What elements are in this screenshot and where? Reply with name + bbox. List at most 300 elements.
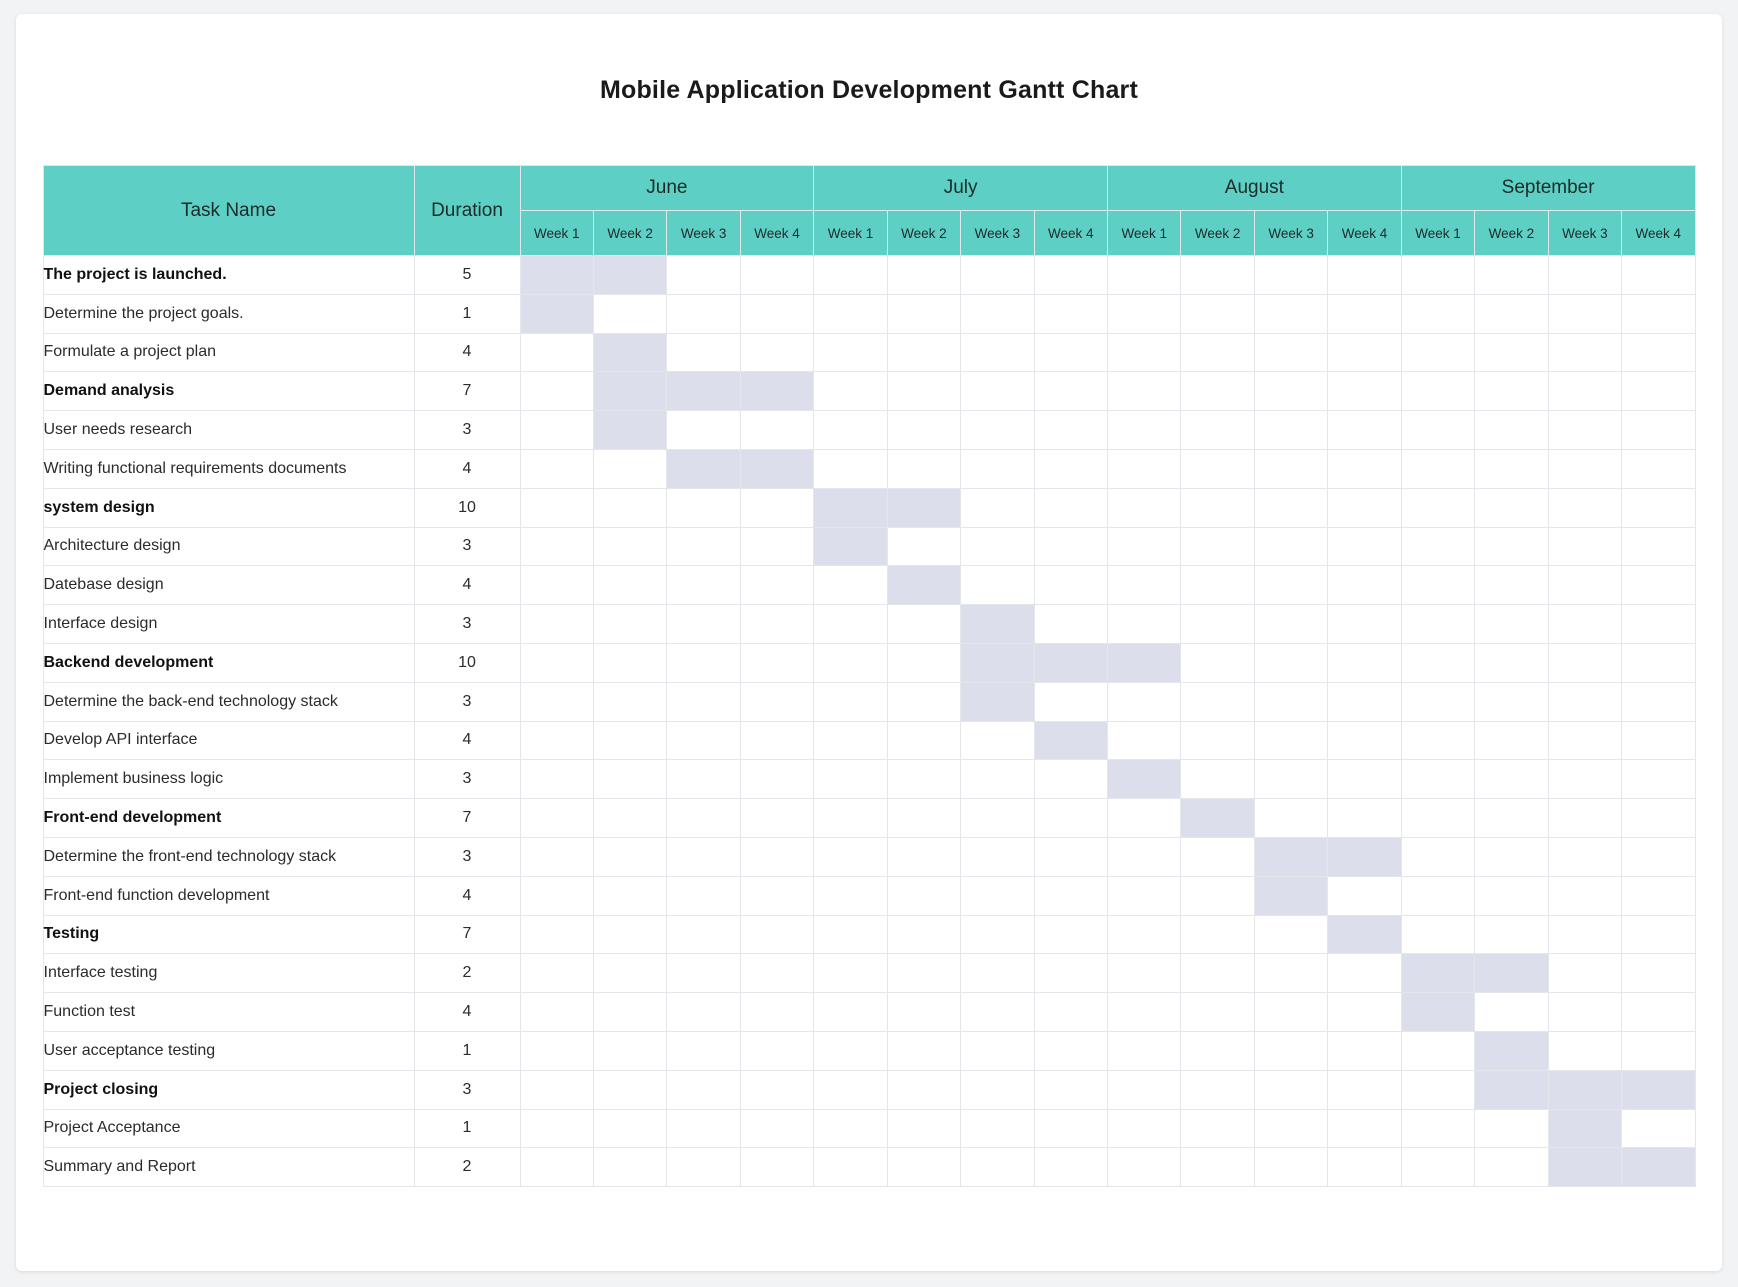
gantt-empty-cell bbox=[1622, 954, 1695, 993]
gantt-empty-cell bbox=[1254, 256, 1327, 295]
gantt-empty-cell bbox=[1108, 488, 1181, 527]
gantt-empty-cell bbox=[1475, 333, 1548, 372]
gantt-empty-cell bbox=[1622, 294, 1695, 333]
column-header-week: Week 1 bbox=[814, 211, 887, 256]
gantt-empty-cell bbox=[1401, 605, 1474, 644]
table-row bbox=[43, 1109, 1695, 1148]
gantt-empty-cell bbox=[1401, 682, 1474, 721]
gantt-empty-cell bbox=[1548, 294, 1621, 333]
gantt-empty-cell bbox=[1034, 372, 1107, 411]
gantt-empty-cell bbox=[814, 993, 887, 1032]
gantt-empty-cell bbox=[667, 527, 740, 566]
gantt-empty-cell bbox=[961, 954, 1034, 993]
task-name-cell: Project closing bbox=[43, 1070, 414, 1109]
gantt-empty-cell bbox=[961, 1070, 1034, 1109]
gantt-bar-cell bbox=[1108, 643, 1181, 682]
duration-cell: 3 bbox=[414, 1070, 520, 1109]
gantt-bar-cell bbox=[1548, 1148, 1621, 1187]
gantt-empty-cell bbox=[740, 256, 813, 295]
gantt-empty-cell bbox=[667, 488, 740, 527]
gantt-empty-cell bbox=[1548, 993, 1621, 1032]
gantt-empty-cell bbox=[1034, 993, 1107, 1032]
gantt-empty-cell bbox=[1108, 799, 1181, 838]
column-header-week: Week 2 bbox=[887, 211, 960, 256]
gantt-empty-cell bbox=[887, 643, 960, 682]
gantt-empty-cell bbox=[1108, 372, 1181, 411]
gantt-empty-cell bbox=[1108, 876, 1181, 915]
gantt-empty-cell bbox=[740, 682, 813, 721]
gantt-empty-cell bbox=[887, 993, 960, 1032]
gantt-empty-cell bbox=[1475, 799, 1548, 838]
gantt-empty-cell bbox=[740, 488, 813, 527]
gantt-empty-cell bbox=[814, 372, 887, 411]
duration-cell: 2 bbox=[414, 1148, 520, 1187]
gantt-empty-cell bbox=[1108, 411, 1181, 450]
gantt-bar-cell bbox=[740, 372, 813, 411]
duration-cell: 2 bbox=[414, 954, 520, 993]
gantt-empty-cell bbox=[1475, 411, 1548, 450]
table-row bbox=[43, 837, 1695, 876]
gantt-bar-cell bbox=[814, 488, 887, 527]
gantt-bar-cell bbox=[520, 294, 593, 333]
gantt-empty-cell bbox=[740, 993, 813, 1032]
gantt-empty-cell bbox=[667, 333, 740, 372]
column-header-week: Week 3 bbox=[1254, 211, 1327, 256]
gantt-empty-cell bbox=[1548, 876, 1621, 915]
gantt-empty-cell bbox=[1475, 876, 1548, 915]
gantt-table-body bbox=[43, 256, 1695, 1187]
gantt-bar-cell bbox=[593, 333, 666, 372]
column-header-month-june: June bbox=[520, 166, 814, 211]
gantt-empty-cell bbox=[961, 1031, 1034, 1070]
gantt-bar-cell bbox=[1475, 1070, 1548, 1109]
gantt-empty-cell bbox=[961, 372, 1034, 411]
gantt-empty-cell bbox=[1034, 294, 1107, 333]
gantt-empty-cell bbox=[740, 605, 813, 644]
gantt-empty-cell bbox=[1401, 411, 1474, 450]
column-header-week: Week 2 bbox=[1475, 211, 1548, 256]
gantt-empty-cell bbox=[1622, 682, 1695, 721]
gantt-empty-cell bbox=[1401, 643, 1474, 682]
gantt-empty-cell bbox=[520, 566, 593, 605]
gantt-empty-cell bbox=[1254, 1148, 1327, 1187]
table-row bbox=[43, 876, 1695, 915]
gantt-empty-cell bbox=[1548, 605, 1621, 644]
gantt-bar-cell bbox=[1254, 837, 1327, 876]
gantt-empty-cell bbox=[814, 1148, 887, 1187]
gantt-empty-cell bbox=[1181, 411, 1254, 450]
table-row bbox=[43, 915, 1695, 954]
task-name-cell: Datebase design bbox=[43, 566, 414, 605]
gantt-empty-cell bbox=[1401, 256, 1474, 295]
gantt-empty-cell bbox=[887, 1148, 960, 1187]
gantt-empty-cell bbox=[1328, 760, 1401, 799]
gantt-empty-cell bbox=[1401, 527, 1474, 566]
gantt-empty-cell bbox=[1475, 643, 1548, 682]
column-header-duration: Duration bbox=[414, 166, 520, 256]
gantt-empty-cell bbox=[1328, 721, 1401, 760]
gantt-empty-cell bbox=[1254, 411, 1327, 450]
gantt-empty-cell bbox=[1475, 256, 1548, 295]
gantt-empty-cell bbox=[814, 915, 887, 954]
gantt-empty-cell bbox=[1108, 333, 1181, 372]
gantt-empty-cell bbox=[1254, 954, 1327, 993]
gantt-empty-cell bbox=[593, 760, 666, 799]
gantt-empty-cell bbox=[887, 799, 960, 838]
gantt-empty-cell bbox=[520, 643, 593, 682]
gantt-empty-cell bbox=[593, 488, 666, 527]
gantt-empty-cell bbox=[1034, 411, 1107, 450]
duration-cell: 7 bbox=[414, 372, 520, 411]
table-row bbox=[43, 333, 1695, 372]
duration-cell: 1 bbox=[414, 1109, 520, 1148]
gantt-bar-cell bbox=[667, 372, 740, 411]
gantt-empty-cell bbox=[593, 993, 666, 1032]
gantt-empty-cell bbox=[593, 1031, 666, 1070]
gantt-empty-cell bbox=[814, 566, 887, 605]
gantt-empty-cell bbox=[1622, 760, 1695, 799]
gantt-empty-cell bbox=[667, 294, 740, 333]
gantt-empty-cell bbox=[1181, 605, 1254, 644]
gantt-empty-cell bbox=[961, 876, 1034, 915]
gantt-empty-cell bbox=[1548, 449, 1621, 488]
gantt-empty-cell bbox=[520, 411, 593, 450]
gantt-empty-cell bbox=[887, 915, 960, 954]
table-row bbox=[43, 721, 1695, 760]
gantt-empty-cell bbox=[1548, 488, 1621, 527]
duration-cell: 4 bbox=[414, 333, 520, 372]
gantt-empty-cell bbox=[1401, 372, 1474, 411]
gantt-empty-cell bbox=[520, 333, 593, 372]
column-header-week: Week 3 bbox=[1548, 211, 1621, 256]
task-name-cell: Determine the project goals. bbox=[43, 294, 414, 333]
gantt-empty-cell bbox=[887, 760, 960, 799]
gantt-bar-cell bbox=[1475, 1031, 1548, 1070]
gantt-empty-cell bbox=[740, 915, 813, 954]
gantt-bar-cell bbox=[667, 449, 740, 488]
gantt-empty-cell bbox=[1622, 643, 1695, 682]
gantt-empty-cell bbox=[1254, 682, 1327, 721]
gantt-empty-cell bbox=[667, 605, 740, 644]
gantt-empty-cell bbox=[1622, 256, 1695, 295]
gantt-bar-cell bbox=[1401, 993, 1474, 1032]
duration-cell: 3 bbox=[414, 411, 520, 450]
gantt-empty-cell bbox=[1181, 721, 1254, 760]
gantt-empty-cell bbox=[1181, 682, 1254, 721]
gantt-empty-cell bbox=[814, 643, 887, 682]
gantt-empty-cell bbox=[740, 837, 813, 876]
gantt-empty-cell bbox=[1108, 1148, 1181, 1187]
gantt-empty-cell bbox=[1034, 566, 1107, 605]
gantt-empty-cell bbox=[520, 605, 593, 644]
gantt-empty-cell bbox=[1401, 488, 1474, 527]
gantt-empty-cell bbox=[667, 876, 740, 915]
gantt-empty-cell bbox=[887, 1031, 960, 1070]
gantt-empty-cell bbox=[1108, 954, 1181, 993]
table-row bbox=[43, 605, 1695, 644]
gantt-empty-cell bbox=[1034, 876, 1107, 915]
gantt-empty-cell bbox=[1254, 449, 1327, 488]
gantt-empty-cell bbox=[1548, 837, 1621, 876]
gantt-empty-cell bbox=[1108, 294, 1181, 333]
gantt-empty-cell bbox=[593, 527, 666, 566]
gantt-empty-cell bbox=[1328, 566, 1401, 605]
gantt-empty-cell bbox=[1401, 1109, 1474, 1148]
gantt-empty-cell bbox=[667, 643, 740, 682]
gantt-empty-cell bbox=[1254, 1109, 1327, 1148]
gantt-empty-cell bbox=[1108, 1070, 1181, 1109]
gantt-empty-cell bbox=[520, 721, 593, 760]
gantt-empty-cell bbox=[1475, 372, 1548, 411]
column-header-week: Week 4 bbox=[740, 211, 813, 256]
gantt-empty-cell bbox=[1034, 605, 1107, 644]
gantt-empty-cell bbox=[1108, 915, 1181, 954]
gantt-table bbox=[43, 165, 1696, 1187]
table-row bbox=[43, 449, 1695, 488]
task-name-cell: Interface testing bbox=[43, 954, 414, 993]
gantt-empty-cell bbox=[740, 1109, 813, 1148]
gantt-empty-cell bbox=[1034, 1148, 1107, 1187]
gantt-empty-cell bbox=[1622, 1031, 1695, 1070]
gantt-empty-cell bbox=[520, 915, 593, 954]
gantt-empty-cell bbox=[593, 799, 666, 838]
gantt-empty-cell bbox=[593, 915, 666, 954]
gantt-empty-cell bbox=[1034, 1070, 1107, 1109]
gantt-empty-cell bbox=[887, 1109, 960, 1148]
table-row bbox=[43, 411, 1695, 450]
gantt-empty-cell bbox=[961, 1148, 1034, 1187]
gantt-empty-cell bbox=[667, 915, 740, 954]
gantt-empty-cell bbox=[1548, 954, 1621, 993]
gantt-bar-cell bbox=[1622, 1070, 1695, 1109]
gantt-empty-cell bbox=[1254, 760, 1327, 799]
gantt-empty-cell bbox=[1401, 1031, 1474, 1070]
gantt-empty-cell bbox=[1475, 488, 1548, 527]
gantt-empty-cell bbox=[1254, 566, 1327, 605]
gantt-empty-cell bbox=[814, 605, 887, 644]
gantt-empty-cell bbox=[740, 333, 813, 372]
task-name-cell: Backend development bbox=[43, 643, 414, 682]
task-name-cell: Demand analysis bbox=[43, 372, 414, 411]
gantt-empty-cell bbox=[961, 333, 1034, 372]
gantt-empty-cell bbox=[814, 411, 887, 450]
gantt-empty-cell bbox=[1254, 1070, 1327, 1109]
gantt-empty-cell bbox=[593, 876, 666, 915]
gantt-empty-cell bbox=[1475, 1109, 1548, 1148]
gantt-empty-cell bbox=[887, 372, 960, 411]
gantt-empty-cell bbox=[1475, 1148, 1548, 1187]
gantt-empty-cell bbox=[814, 294, 887, 333]
gantt-empty-cell bbox=[1254, 721, 1327, 760]
gantt-empty-cell bbox=[1328, 643, 1401, 682]
gantt-empty-cell bbox=[1475, 527, 1548, 566]
gantt-empty-cell bbox=[593, 682, 666, 721]
gantt-empty-cell bbox=[1401, 449, 1474, 488]
gantt-empty-cell bbox=[1254, 993, 1327, 1032]
gantt-empty-cell bbox=[1108, 1109, 1181, 1148]
gantt-empty-cell bbox=[1328, 333, 1401, 372]
gantt-empty-cell bbox=[1328, 488, 1401, 527]
gantt-empty-cell bbox=[887, 256, 960, 295]
gantt-empty-cell bbox=[1401, 760, 1474, 799]
gantt-bar-cell bbox=[887, 488, 960, 527]
gantt-empty-cell bbox=[667, 1031, 740, 1070]
gantt-empty-cell bbox=[887, 1070, 960, 1109]
column-header-week: Week 1 bbox=[1108, 211, 1181, 256]
gantt-empty-cell bbox=[1548, 1031, 1621, 1070]
gantt-empty-cell bbox=[1254, 915, 1327, 954]
task-name-cell: Summary and Report bbox=[43, 1148, 414, 1187]
gantt-empty-cell bbox=[520, 837, 593, 876]
gantt-empty-cell bbox=[1181, 954, 1254, 993]
gantt-empty-cell bbox=[1034, 488, 1107, 527]
gantt-empty-cell bbox=[740, 411, 813, 450]
table-row bbox=[43, 527, 1695, 566]
gantt-empty-cell bbox=[1401, 294, 1474, 333]
task-name-cell: Formulate a project plan bbox=[43, 333, 414, 372]
gantt-bar-cell bbox=[887, 566, 960, 605]
gantt-empty-cell bbox=[1622, 449, 1695, 488]
gantt-empty-cell bbox=[1328, 799, 1401, 838]
gantt-empty-cell bbox=[887, 449, 960, 488]
gantt-empty-cell bbox=[1622, 1109, 1695, 1148]
column-header-month-july: July bbox=[814, 166, 1108, 211]
gantt-empty-cell bbox=[1328, 993, 1401, 1032]
gantt-empty-cell bbox=[593, 837, 666, 876]
column-header-week: Week 2 bbox=[593, 211, 666, 256]
gantt-empty-cell bbox=[1475, 449, 1548, 488]
gantt-empty-cell bbox=[1622, 915, 1695, 954]
gantt-empty-cell bbox=[1548, 799, 1621, 838]
gantt-empty-cell bbox=[1328, 449, 1401, 488]
gantt-empty-cell bbox=[1181, 333, 1254, 372]
task-name-cell: Develop API interface bbox=[43, 721, 414, 760]
gantt-empty-cell bbox=[667, 721, 740, 760]
gantt-empty-cell bbox=[520, 876, 593, 915]
gantt-empty-cell bbox=[814, 876, 887, 915]
gantt-empty-cell bbox=[520, 760, 593, 799]
gantt-empty-cell bbox=[1475, 760, 1548, 799]
gantt-empty-cell bbox=[887, 411, 960, 450]
duration-cell: 3 bbox=[414, 527, 520, 566]
duration-cell: 10 bbox=[414, 488, 520, 527]
gantt-empty-cell bbox=[1475, 837, 1548, 876]
gantt-empty-cell bbox=[1108, 527, 1181, 566]
gantt-bar-cell bbox=[520, 256, 593, 295]
gantt-empty-cell bbox=[1475, 721, 1548, 760]
gantt-empty-cell bbox=[1108, 721, 1181, 760]
task-name-cell: Writing functional requirements documents bbox=[43, 449, 414, 488]
gantt-empty-cell bbox=[1254, 527, 1327, 566]
gantt-empty-cell bbox=[1328, 1070, 1401, 1109]
task-name-cell: Determine the front-end technology stack bbox=[43, 837, 414, 876]
gantt-empty-cell bbox=[1181, 1031, 1254, 1070]
column-header-month-september: September bbox=[1401, 166, 1695, 211]
duration-cell: 5 bbox=[414, 256, 520, 295]
gantt-empty-cell bbox=[1181, 1148, 1254, 1187]
gantt-empty-cell bbox=[667, 760, 740, 799]
gantt-empty-cell bbox=[1401, 1148, 1474, 1187]
duration-cell: 3 bbox=[414, 837, 520, 876]
gantt-empty-cell bbox=[1034, 799, 1107, 838]
gantt-empty-cell bbox=[961, 760, 1034, 799]
gantt-empty-cell bbox=[961, 837, 1034, 876]
duration-cell: 4 bbox=[414, 876, 520, 915]
gantt-empty-cell bbox=[593, 1148, 666, 1187]
gantt-empty-cell bbox=[740, 954, 813, 993]
gantt-empty-cell bbox=[1254, 333, 1327, 372]
gantt-empty-cell bbox=[1475, 682, 1548, 721]
task-name-cell: Interface design bbox=[43, 605, 414, 644]
gantt-bar-cell bbox=[961, 605, 1034, 644]
header-row-months bbox=[43, 166, 1695, 211]
gantt-empty-cell bbox=[667, 837, 740, 876]
gantt-bar-cell bbox=[1034, 721, 1107, 760]
task-name-cell: Front-end function development bbox=[43, 876, 414, 915]
gantt-empty-cell bbox=[667, 566, 740, 605]
gantt-empty-cell bbox=[1475, 605, 1548, 644]
gantt-bar-cell bbox=[1475, 954, 1548, 993]
gantt-empty-cell bbox=[1328, 256, 1401, 295]
gantt-empty-cell bbox=[961, 294, 1034, 333]
gantt-empty-cell bbox=[520, 488, 593, 527]
gantt-empty-cell bbox=[740, 799, 813, 838]
duration-cell: 4 bbox=[414, 449, 520, 488]
gantt-empty-cell bbox=[961, 488, 1034, 527]
gantt-empty-cell bbox=[814, 449, 887, 488]
column-header-week: Week 1 bbox=[520, 211, 593, 256]
gantt-bar-cell bbox=[593, 256, 666, 295]
gantt-empty-cell bbox=[961, 993, 1034, 1032]
gantt-empty-cell bbox=[667, 411, 740, 450]
gantt-empty-cell bbox=[1401, 876, 1474, 915]
gantt-empty-cell bbox=[1328, 527, 1401, 566]
gantt-bar-cell bbox=[593, 411, 666, 450]
gantt-empty-cell bbox=[740, 760, 813, 799]
gantt-empty-cell bbox=[1108, 449, 1181, 488]
gantt-empty-cell bbox=[1401, 799, 1474, 838]
duration-cell: 3 bbox=[414, 760, 520, 799]
gantt-empty-cell bbox=[1622, 566, 1695, 605]
gantt-empty-cell bbox=[887, 721, 960, 760]
gantt-empty-cell bbox=[1401, 333, 1474, 372]
gantt-empty-cell bbox=[814, 1109, 887, 1148]
gantt-empty-cell bbox=[1108, 256, 1181, 295]
gantt-empty-cell bbox=[1622, 799, 1695, 838]
gantt-empty-cell bbox=[667, 799, 740, 838]
gantt-empty-cell bbox=[961, 721, 1034, 760]
column-header-week: Week 1 bbox=[1401, 211, 1474, 256]
gantt-empty-cell bbox=[667, 682, 740, 721]
gantt-bar-cell bbox=[1622, 1148, 1695, 1187]
table-row bbox=[43, 682, 1695, 721]
gantt-empty-cell bbox=[1328, 1109, 1401, 1148]
gantt-empty-cell bbox=[1328, 294, 1401, 333]
gantt-empty-cell bbox=[520, 449, 593, 488]
gantt-empty-cell bbox=[1181, 488, 1254, 527]
table-row bbox=[43, 1070, 1695, 1109]
gantt-empty-cell bbox=[961, 915, 1034, 954]
column-header-week: Week 4 bbox=[1034, 211, 1107, 256]
gantt-empty-cell bbox=[1034, 449, 1107, 488]
table-row bbox=[43, 566, 1695, 605]
table-row bbox=[43, 256, 1695, 295]
gantt-bar-cell bbox=[1328, 915, 1401, 954]
duration-cell: 3 bbox=[414, 605, 520, 644]
gantt-empty-cell bbox=[667, 1070, 740, 1109]
gantt-empty-cell bbox=[1254, 643, 1327, 682]
column-header-week: Week 3 bbox=[961, 211, 1034, 256]
